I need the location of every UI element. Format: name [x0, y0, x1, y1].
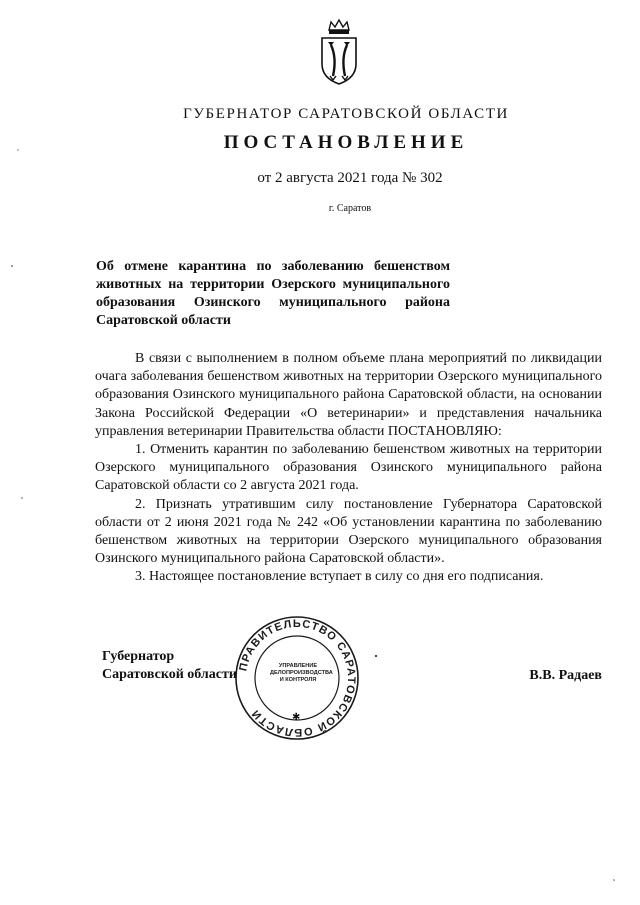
document-subject: Об отмене карантина по заболеванию бешенством животных на территории Озерского муниципального образования Озинского муниципального района Саратовской области	[96, 259, 450, 328]
seal-inner-line-1: УПРАВЛЕНИЕ	[278, 663, 318, 669]
body-paragraph-2: 2. Признать утратившим силу постановление Губернатора Саратовской области от 2 июня 2021 года № 242 «Об установлении карантина по заболеванию бешенством животных на территории Озерского муниципального образования Озинского муниципального района Саратовской области».	[95, 496, 602, 567]
body-paragraph-1: 1. Отменить карантин по заболеванию бешенством животных на территории Озерского муниципального образования Озинского муниципального района Саратовской области со 2 августа 2021 года.	[95, 442, 602, 494]
signer-title-line-2: Саратовской области	[102, 667, 237, 682]
seal-outer-text: ПРАВИТЕЛЬСТВО САРАТОВСКОЙ ОБЛАСТИ	[237, 617, 358, 739]
seal-inner-line-3: И КОНТРОЛЯ	[279, 677, 317, 683]
seal-inner-text	[270, 663, 333, 684]
body-paragraph-3: 3. Настоящее постановление вступает в силу со дня его подписания.	[135, 569, 544, 585]
issuer-heading: ГУБЕРНАТОР САРАТОВСКОЙ ОБЛАСТИ	[183, 106, 509, 122]
body-paragraph-preamble: В связи с выполнением в полном объеме плана мероприятий по ликвидации очага заболевания бешенством животных на территории Озерского муниципального образования Озинского муниципального района Саратовской области, на основании Закона Российской Федерации «О ветеринарии» и представления начальника управления ветеринарии Правительства области ПОСТАНОВЛЯЮ:	[95, 351, 602, 439]
document-body	[95, 350, 602, 587]
seal-inner-line-2: ДЕЛОПРОИЗВОДСТВА	[270, 670, 333, 676]
coat-of-arms-icon	[316, 18, 362, 88]
document-date-number: от 2 августа 2021 года № 302	[257, 170, 443, 186]
signer-title	[102, 648, 252, 684]
signer-name: В.В. Радаев	[529, 668, 602, 683]
signer-title-line-1: Губернатор	[102, 649, 175, 664]
document-place: г. Саратов	[328, 203, 372, 214]
seal-star-icon: ✱	[292, 712, 301, 723]
document-type-title: ПОСТАНОВЛЕНИЕ	[223, 132, 469, 153]
